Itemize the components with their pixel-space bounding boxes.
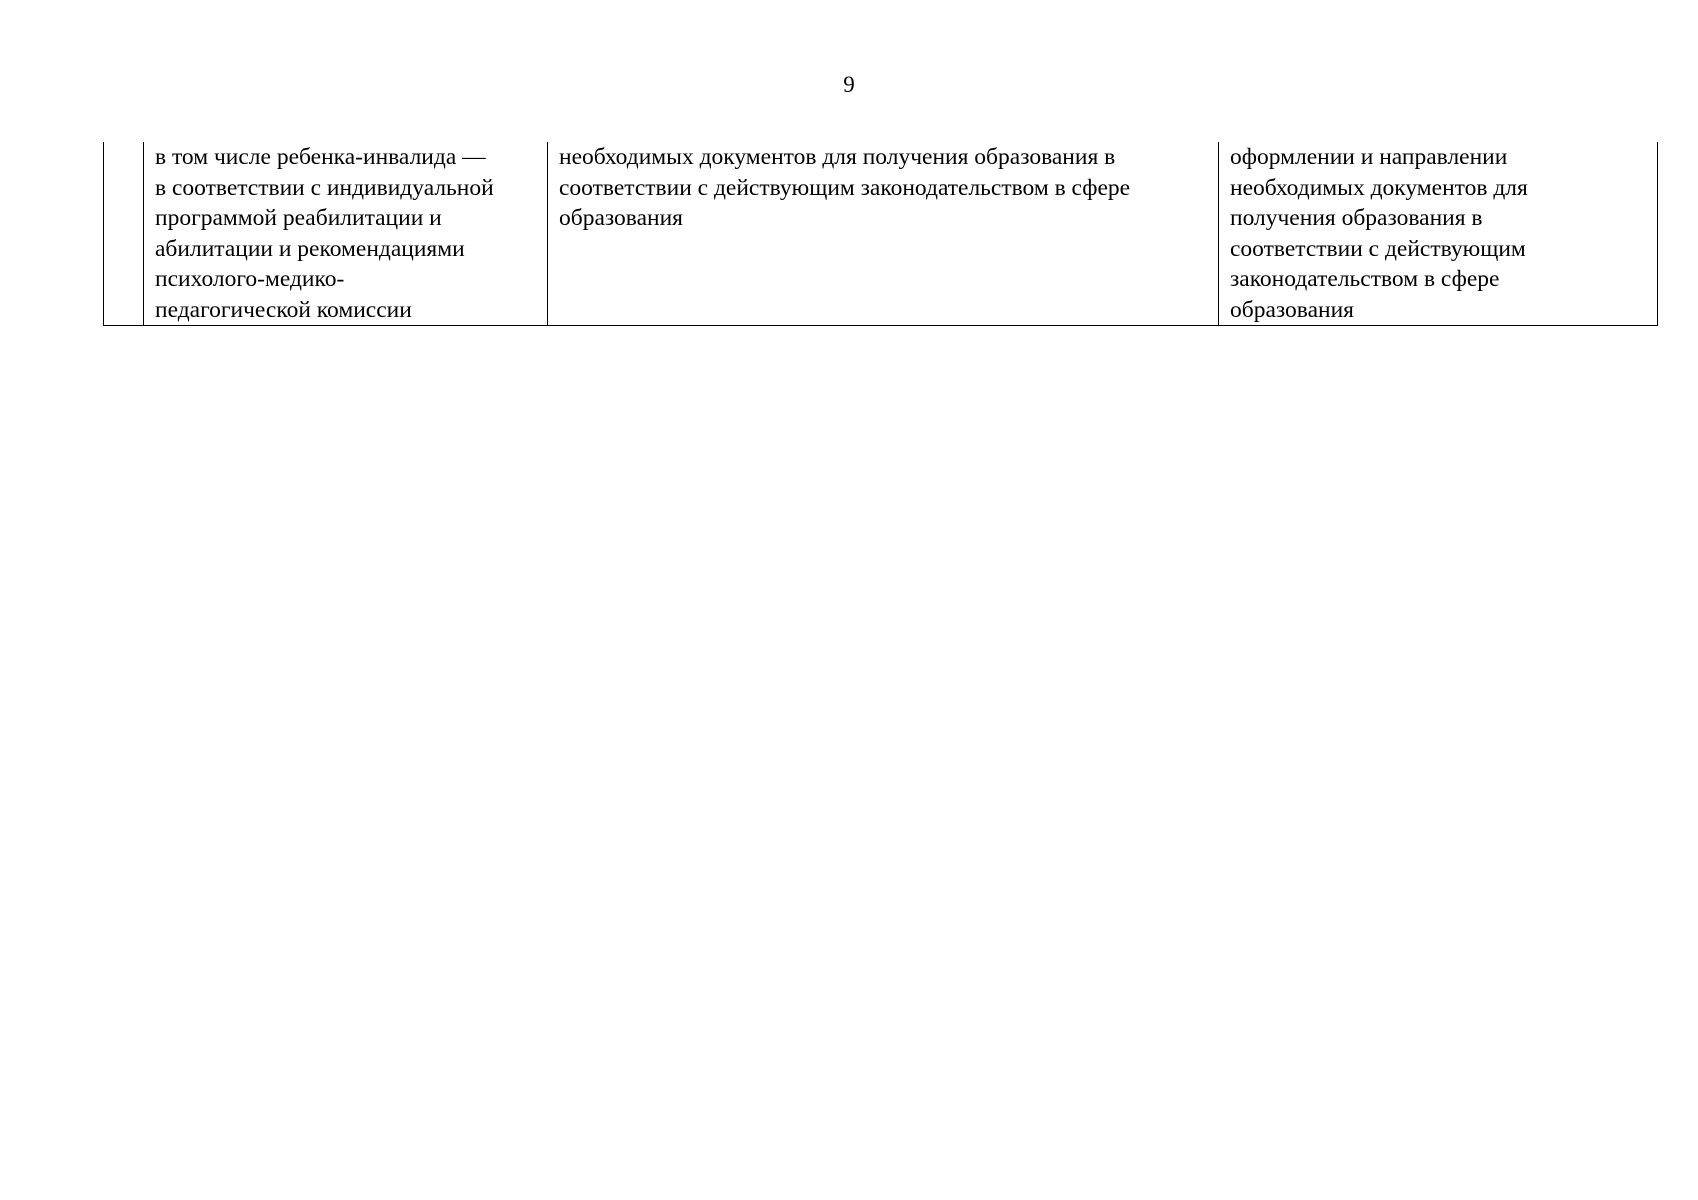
cell-line: образования — [1230, 296, 1354, 323]
cell-line: необходимых документов для получения образования в — [559, 144, 1116, 170]
condition-cell — [144, 142, 548, 326]
cell-line: педагогической комиссии — [155, 296, 412, 323]
cell-line: законодательством в сфере — [1230, 266, 1500, 292]
document-table — [103, 142, 1658, 326]
result-cell — [1219, 142, 1658, 326]
cell-line: соответствии с действующим законодательством в сфере — [559, 174, 1131, 201]
cell-line: в том числе ребенка-инвалида — — [155, 144, 486, 170]
table-row — [104, 142, 1658, 326]
cell-line: оформлении и направлении — [1230, 144, 1508, 170]
row-number-cell — [104, 142, 144, 326]
measure-cell — [548, 142, 1219, 326]
cell-line: абилитации и рекомендациями — [155, 235, 465, 262]
cell-line: получения образования в — [1230, 205, 1483, 231]
cell-line: психолого-медико- — [155, 266, 345, 292]
page-number: 9 — [843, 72, 855, 97]
cell-line: программой реабилитации и — [155, 205, 442, 231]
cell-line: образования — [559, 205, 683, 231]
cell-line: соответствии с действующим — [1230, 235, 1526, 262]
cell-line: необходимых документов для — [1230, 174, 1528, 201]
cell-line: в соответствии с индивидуальной — [155, 174, 494, 201]
